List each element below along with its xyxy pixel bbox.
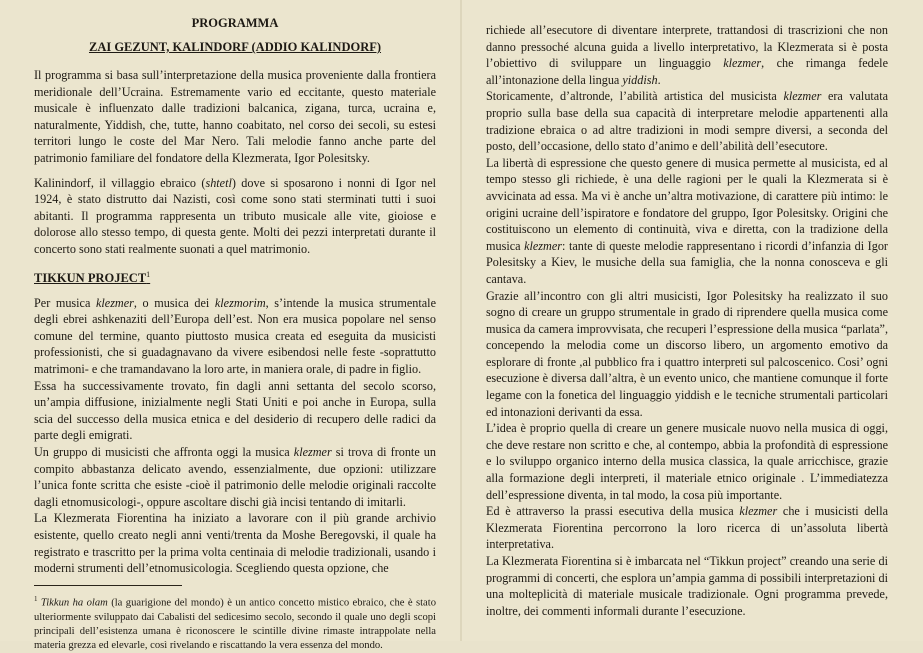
text-span: ) dove si sposarono i nonni di Igor nel 1924, è stato distrutto dai Nazisti, così come sono stati sterminati tutti i suoi abitanti. Il programma rappresenta un tributo musicale alle vite, gioiose e dolorose allo stesso tempo, di questa gente. Molti dei pezzi interpretati durante il concerto sono stati realmente suonati a quel matrimonio. <box>34 175 437 256</box>
text-span: Kalinindorf, il villaggio ebraico ( <box>34 175 206 190</box>
paragraph-idea: L’idea è proprio quella di creare un genere musicale nuovo nella musica di oggi, che deve restare non scritto e che, al contempo, abbia la profondità di espressione e lo sviluppo organico interno della musica classica, la quale arricchisce, grazie alla formazione degli interpreti, il materiale etnico originale . L’immediatezza dell’espressione diventa, in tal modo, la cosa più importante. <box>486 421 888 502</box>
text-span: , che rimanga fedele all’intonazione della lingua <box>486 56 888 87</box>
text-span: , o musica dei <box>133 295 215 310</box>
footnote-divider <box>34 585 182 586</box>
concert-title: ZAI GEZUNT, KALINDORF (ADDIO KALINDORF) <box>88 40 382 54</box>
italic-term: klezmer <box>739 504 778 519</box>
italic-term: shtetl <box>205 175 232 190</box>
paragraph-freedom <box>486 155 888 288</box>
program-title: PROGRAMMA <box>191 16 279 30</box>
text-span: . <box>657 72 661 87</box>
italic-term: klezmer <box>293 445 332 460</box>
right-column <box>486 0 888 619</box>
text-span: Storicamente, d’altronde, l’abilità artistica del musicista <box>486 89 784 104</box>
text-span: (la guarigione del mondo) è un antico concetto mistico ebraico, che è stato ulteriormente sviluppato dai Cabalisti del sedicesimo secolo, secondo il quale uno degli scopi principali dell’esistenza umana è riconoscere le scintille divine rimaste intrappolate nella materia grezza ed elevarle, così rivelando e riscattando la vera essenza del mondo. <box>34 597 436 651</box>
text-span: Per musica <box>34 295 96 310</box>
text-span: richiede all’esecutore di diventare interprete, trattandosi di trascrizioni che non danno pressoché alcuna guida a livello interpretativo, la Klezmerata si è posta l’obiettivo di sviluppare un linguaggio <box>486 23 888 71</box>
text-span: Ed è attraverso la prassi esecutiva della musica <box>486 504 740 519</box>
text-span: , s’intende la musica strumentale degli ebrei ashkenaziti dell’Europa dell’est. Non era musica popolare nel senso comune del termine, quanto piuttosto musica creata ed eseguita da musicisti professionisti, che si guadagnavano da vivere esibendosi nelle feste -soprattutto matrimoni- e che tramandavano la loro arte, in maniera orale, di padre in figlio. <box>34 295 436 377</box>
paragraph-diffusion: Essa ha successivamente trovato, fin dagli anni settanta del secolo scorso, un’ampia diffusione, inizialmente negli Stati Uniti e poi anche in Europa, sulla scia del successo della musica etnica e del desiderio di recupero delle radici da parte degli emigrati. <box>34 378 436 443</box>
text-span: era valutata proprio sulla base della sua capacità di interpretare melodie appartenenti alla tradizione ebraica o ad altre tradizioni in modi sempre diversi, a seconda del posto, dell’occasione, dello stato d’animo e dell’abilità dell’esecutore. <box>486 89 888 154</box>
italic-term: klezmer <box>95 295 134 310</box>
section-title-text: TIKKUN PROJECT <box>34 270 147 285</box>
paragraph-definition <box>34 295 436 378</box>
paragraph-history <box>486 88 888 154</box>
text-span: La libertà di espressione che questo genere di musica permette al musicista, ed al tempo stesso gli richiede, è una delle ragioni per le quali la Klezmerata si è avvicinata ad essa. Ma vi è anche un’altra motivazione, di carattere più intimo: le origini ucraine dell’ispiratore e fondatore del gruppo, Igor Polesitsky. Origini che costituiscono un elemento di continuità, viva e diretta, con la tradizione della musica <box>486 155 888 253</box>
text-span: si trova di fronte un compito abbastanza delicato avendo, essenzialmente, due opzioni: utilizzare l’unica fonte scritta che esiste -cioè il patrimonio delle melodie originali raccolte dagli etnomusicologi-, oppure ascoltare dischi già incisi tentando di imitarli. <box>34 445 436 509</box>
paragraph-continuation <box>486 22 888 88</box>
paragraph-kalinindorf <box>34 175 436 258</box>
paragraph-options <box>34 444 436 510</box>
paragraph-practice <box>486 503 888 553</box>
left-column <box>34 0 436 653</box>
paragraph-intro: Il programma si basa sull’interpretazione della musica proveniente dalla frontiera meridionale dell’Ucraina. Estremamente vario ed eccitante, questo materiale musicale è influenzato dalle tradizioni balcanica, zigana, turca, ucraina e, naturalmente, Yiddish, che, tutte, hanno coabitato, nel corso dei secoli, su estesi territori lungo le coste del Mar Nero. Tali melodie fanno anche parte del patrimonio familiare del fondatore della Klezmerata, Igor Polesitsky. <box>34 68 436 165</box>
text-span: Un gruppo di musicisti che affronta oggi la musica <box>34 445 294 460</box>
text-span: che i musicisti della Klezmerata Fiorentina percorrono la loro ricerca di un’assoluta libertà interpretativa. <box>486 504 888 552</box>
center-fold <box>460 0 462 641</box>
paragraph-archive: La Klezmerata Fiorentina ha iniziato a lavorare con il più grande archivio esistente, quello creato negli anni venti/trenta da Moshe Beregovski, il quale ha registrato e trascritto per la prima volta centinaia di melodie tradizionali, usando i moderni strumenti dell’etnomusicologia. Scegliendo questa opzione, che <box>34 511 436 576</box>
section-title <box>34 267 436 286</box>
italic-term: klezmer <box>783 89 822 104</box>
text-span: : tante di queste melodie rappresentano i ricordi d’infanzia di Igor Polesitsky a Kiev, le musiche della sua famiglia, che la nonna conosceva e gli cantava. <box>486 238 888 286</box>
paragraph-project: La Klezmerata Fiorentina si è imbarcata nel “Tikkun project” creando una serie di programmi di concerti, che esplora un’ampia gamma di possibili interpretazioni di una molteplicità di materiale musicale tradizionale. Ogni programma prevede, inoltre, dei commenti informali durante l’esecuzione. <box>486 554 888 618</box>
footnote-number: 1 <box>34 594 38 603</box>
footnote <box>34 592 436 653</box>
footnote-reference: 1 <box>146 269 151 279</box>
italic-term: klezmorim <box>214 295 266 310</box>
italic-term: klezmer <box>524 238 562 253</box>
paragraph-encounter: Grazie all’incontro con gli altri musicisti, Igor Polesitsky ha realizzato il suo sogno di creare un gruppo strumentale in grado di riprendere quella musica come musica da camera improvvisata, che recuperi l’espressione della musica “parlata”, concependo la melodia come un discorso libero, un argomento emotivo da esplorare di fronte ,al pubblico fra i quattro interpreti sul palcoscenico. Cosi’ ogni esecuzione è diversa dall’altra, è un evento unico, che mantiene comunque il forte legame con la fonetica del linguaggio yiddish e le tecniche strumentali particolari ed intonazioni derivanti da essa. <box>486 288 888 419</box>
italic-term: Tikkun ha olam <box>40 597 108 609</box>
italic-term: yiddish <box>622 72 658 87</box>
italic-term: klezmer <box>723 56 762 71</box>
